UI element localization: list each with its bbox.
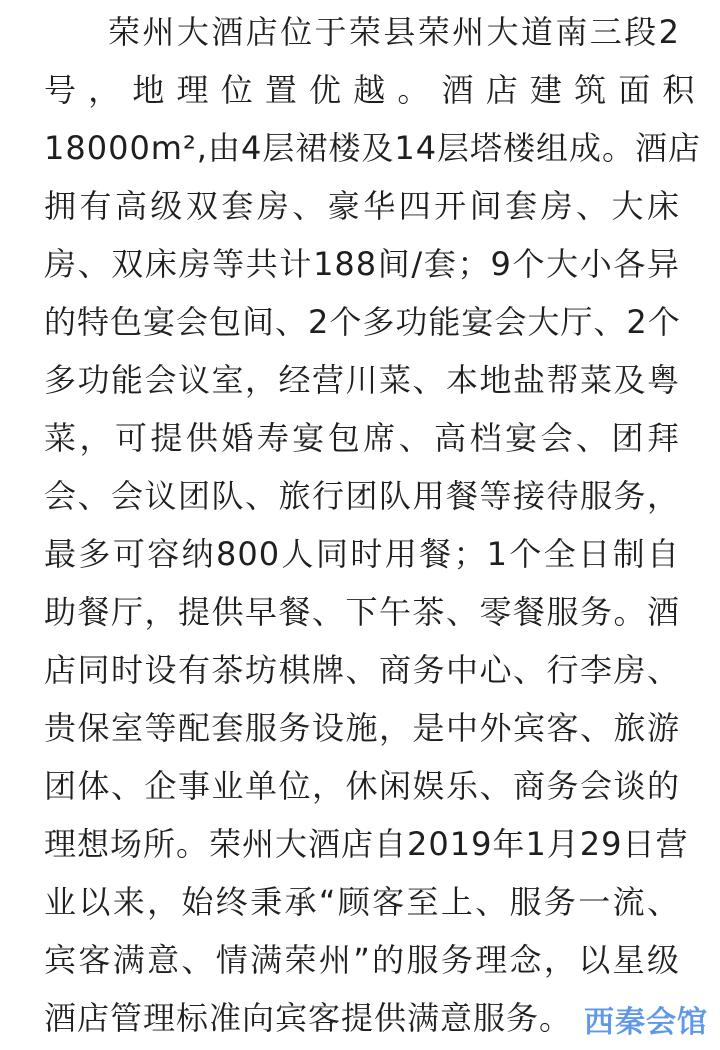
paragraph-line: 团体、企事业单位，休闲娱乐、商务会谈的: [44, 767, 680, 805]
paragraph-line: 号 ， 地 理 位 置 优 越 。 酒 店 建 筑 面 积: [44, 71, 696, 109]
paragraph-line: 贵保室等配套服务设施，是中外宾客、旅游: [44, 709, 680, 747]
paragraph-line: 助餐厅，提供早餐、下午茶、零餐服务。酒: [44, 593, 680, 631]
paragraph-line: 18000m²,由4层裙楼及14层塔楼组成。酒店: [44, 129, 702, 167]
paragraph-line: 最多可容纳800人同时用餐；1个全日制自: [44, 535, 680, 573]
paragraph-line: 拥有高级双套房、豪华四开间套房、大床: [44, 187, 680, 225]
paragraph-line: 的特色宴会包间、2个多功能宴会大厅、2个: [44, 303, 681, 341]
paragraph-line: 理想场所。荣州大酒店自2019年1月29日营: [44, 825, 689, 863]
watermark-logo: 西秦会馆: [584, 1005, 708, 1040]
paragraph-line: 店同时设有茶坊棋牌、商务中心、行李房、: [44, 651, 680, 689]
paragraph-line: 多功能会议室，经营川菜、本地盐帮菜及粤: [44, 361, 680, 399]
paragraph-line: 会、会议团队、旅行团队用餐等接待服务，: [44, 477, 680, 515]
paragraph-line-last: 酒店管理标准向宾客提供满意服务。: [44, 999, 573, 1037]
paragraph-line: 菜，可提供婚寿宴包席、高档宴会、团拜: [44, 419, 680, 457]
paragraph-line: 宾客满意、情满荣州”的服务理念，以星级: [44, 941, 680, 979]
paragraph-line: 荣州大酒店位于荣县荣州大道南三段2: [108, 13, 680, 51]
paragraph-line: 房、双床房等共计188间/套；9个大小各异: [44, 245, 680, 283]
paragraph-line: 业以来，始终秉承“顾客至上、服务一流、: [44, 883, 680, 921]
